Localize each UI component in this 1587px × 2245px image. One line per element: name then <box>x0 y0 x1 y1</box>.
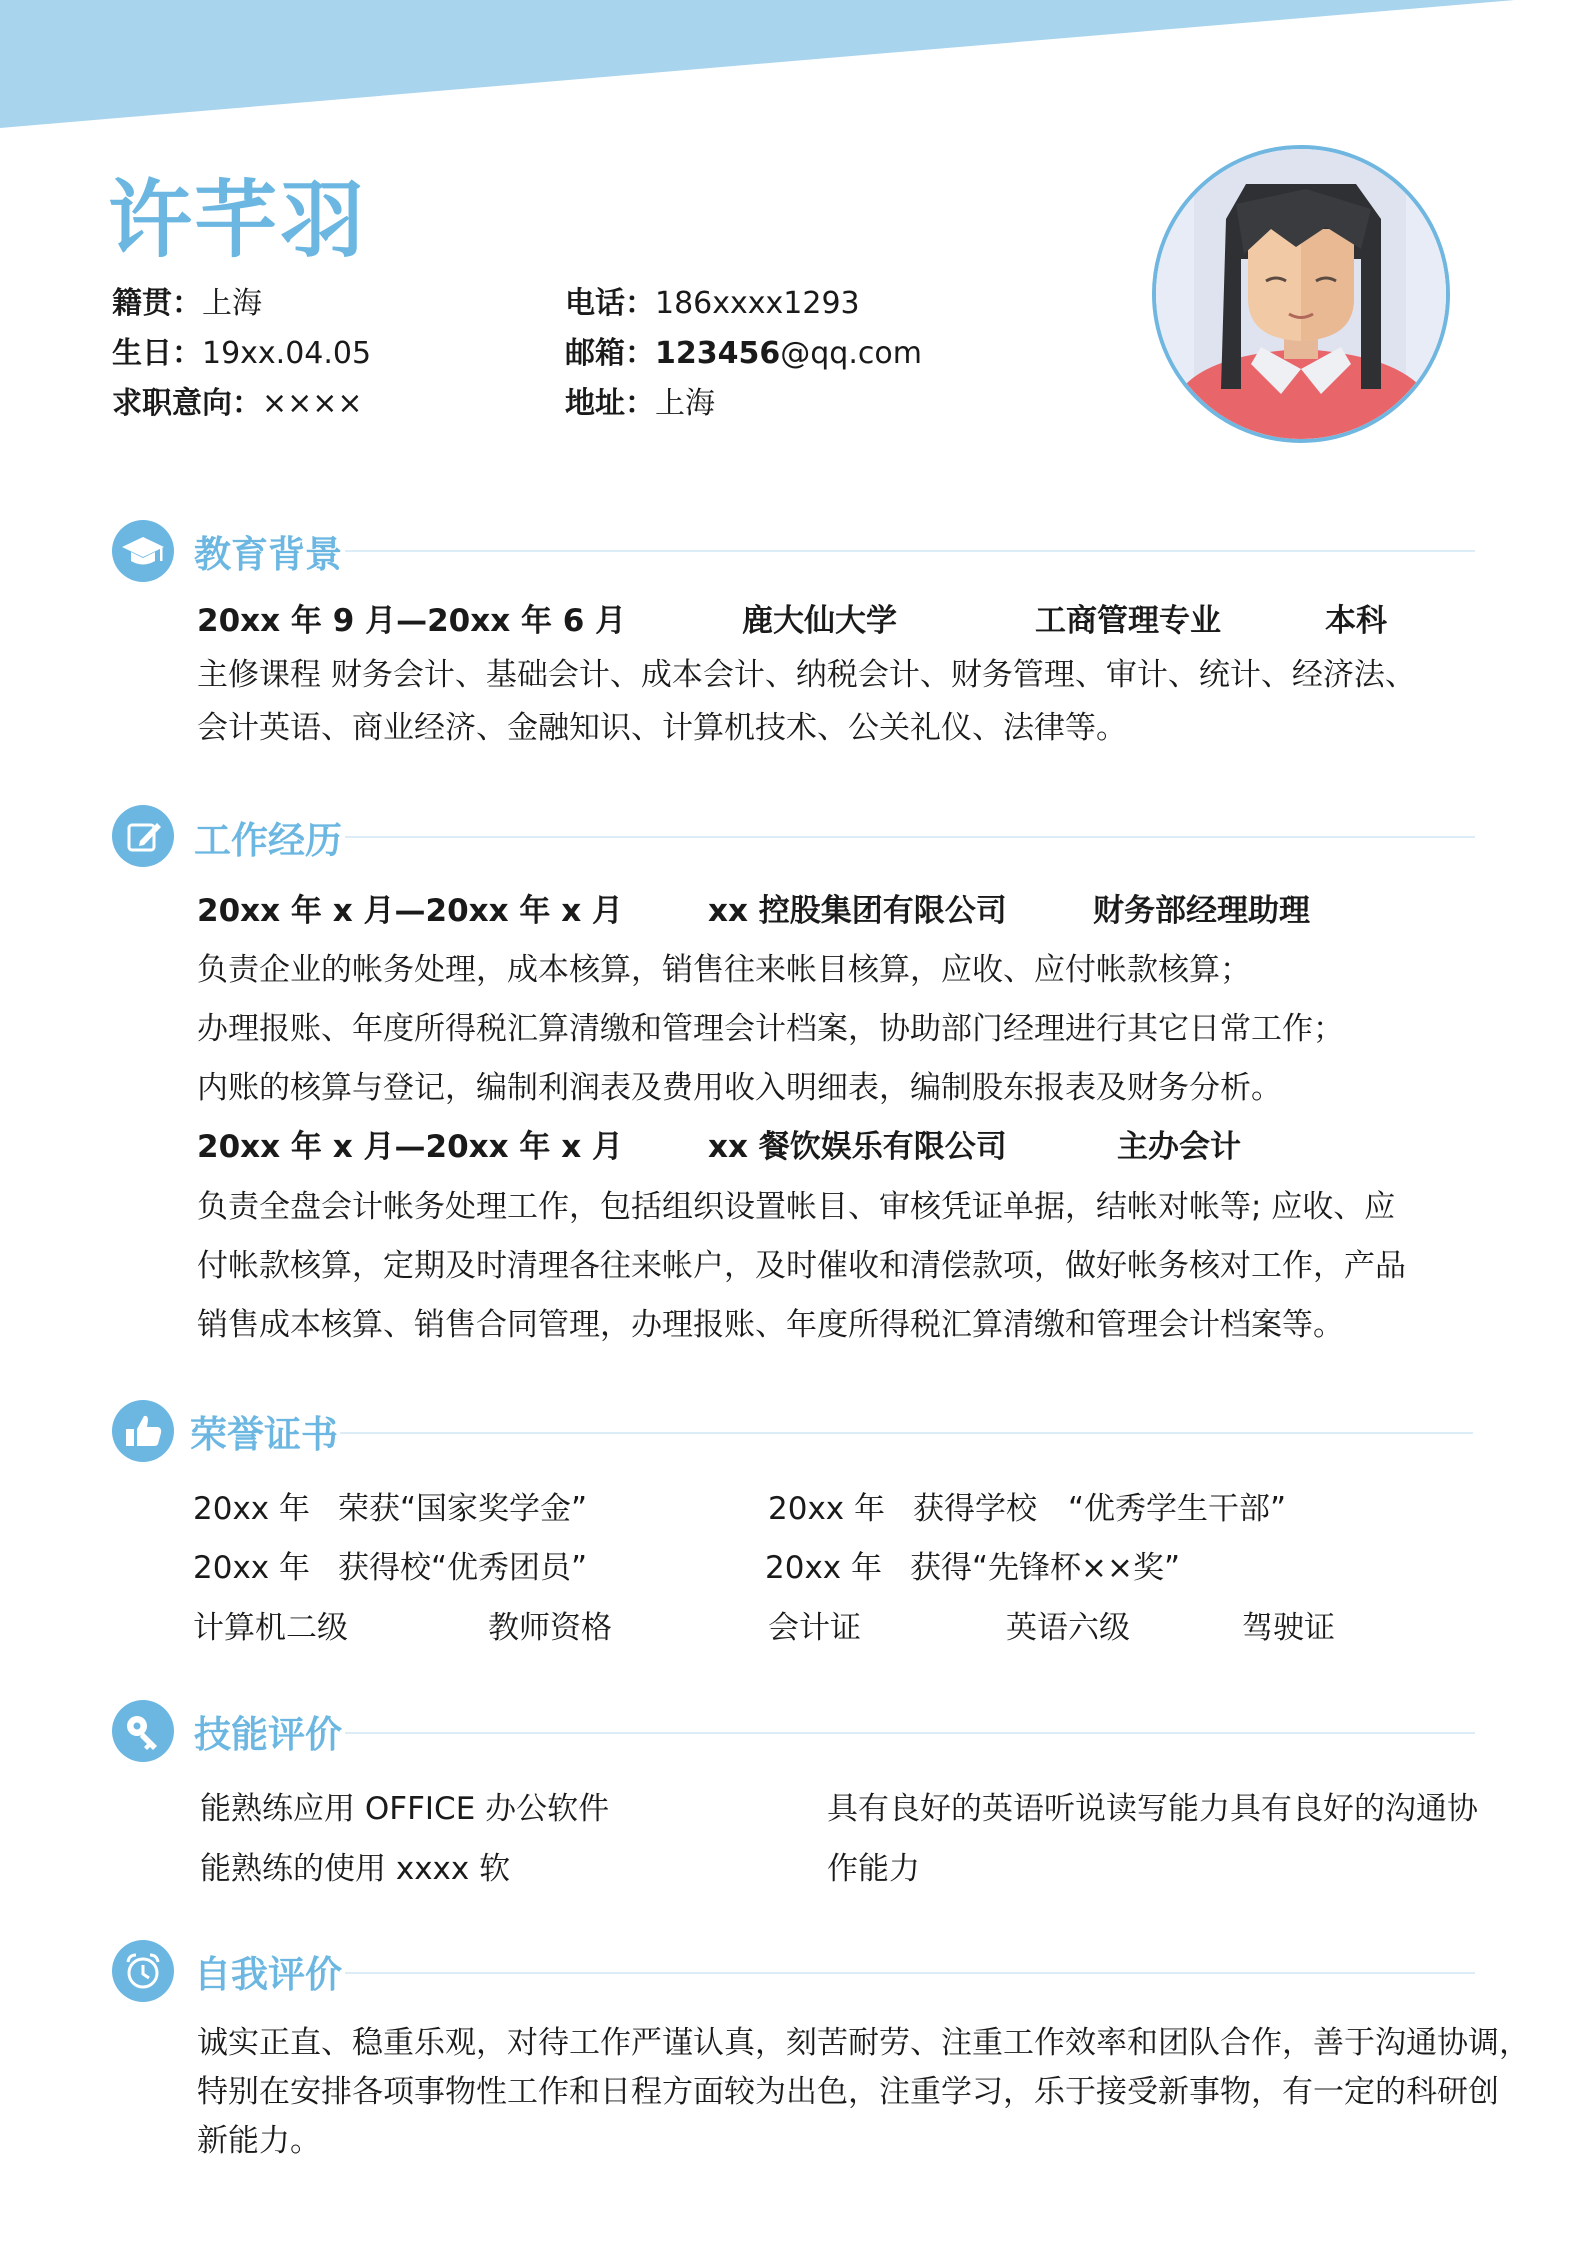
skill-left-2: 能熟练的使用 xxxx 软 <box>200 1851 511 1887</box>
info-phone-value: 186xxxx1293 <box>655 286 860 321</box>
skill-left-1: 能熟练应用 OFFICE 办公软件 <box>200 1791 610 1827</box>
info-phone-label: 电话： <box>565 286 655 321</box>
job-2-role: 主办会计 <box>1117 1129 1241 1165</box>
award-1-text: 荣获“国家奖学金” <box>338 1491 588 1527</box>
cert-3: 会计证 <box>768 1610 861 1646</box>
job-2-line-2: 付帐款核算，定期及时清理各往来帐户，及时催收和清偿款项，做好帐务核对工作，产品 <box>197 1248 1406 1284</box>
cert-2: 教师资格 <box>488 1610 612 1646</box>
cert-5: 驾驶证 <box>1242 1610 1335 1646</box>
candidate-name: 许芊羽 <box>108 171 367 269</box>
section-divider <box>345 550 1475 552</box>
alarm-clock-icon <box>112 1940 174 2002</box>
info-origin-label: 籍贯： <box>112 286 202 321</box>
job-2-line-3: 销售成本核算、销售合同管理，办理报账、年度所得税汇算清缴和管理会计档案等。 <box>197 1307 1344 1343</box>
top-banner <box>0 0 1587 130</box>
info-address <box>565 386 715 422</box>
job-2-company: xx 餐饮娱乐有限公司 <box>708 1129 1007 1165</box>
key-icon <box>112 1700 174 1762</box>
self-line-1: 诚实正直、稳重乐观，对待工作严谨认真，刻苦耐劳、注重工作效率和团队合作，善于沟通协调， <box>197 2025 1530 2061</box>
job-1-role: 财务部经理助理 <box>1093 893 1310 929</box>
info-email-domain: @qq.com <box>780 336 922 371</box>
info-address-label: 地址： <box>565 386 655 421</box>
job-1-period: 20xx 年 x 月—20xx 年 x 月 <box>197 893 624 929</box>
education-major: 工商管理专业 <box>1035 603 1221 639</box>
cert-4: 英语六级 <box>1006 1610 1130 1646</box>
info-email <box>565 336 922 372</box>
award-4-year: 20xx 年 <box>765 1550 882 1586</box>
section-title-self: 自我评价 <box>194 1953 342 1996</box>
info-intention-label: 求职意向： <box>112 386 262 421</box>
skill-right-1: 具有良好的英语听说读写能力具有良好的沟通协 <box>827 1791 1478 1827</box>
education-period: 20xx 年 9 月—20xx 年 6 月 <box>197 603 627 639</box>
education-courses-line-1: 主修课程 财务会计、基础会计、成本会计、纳税会计、财务管理、审计、统计、经济法、 <box>197 657 1416 693</box>
avatar-illustration <box>1156 149 1446 439</box>
job-1-line-3: 内账的核算与登记，编制利润表及费用收入明细表，编制股东报表及财务分析。 <box>197 1070 1282 1106</box>
job-2-period: 20xx 年 x 月—20xx 年 x 月 <box>197 1129 624 1165</box>
job-1-line-2: 办理报账、年度所得税汇算清缴和管理会计档案，协助部门经理进行其它日常工作； <box>197 1011 1344 1047</box>
section-title-work: 工作经历 <box>194 819 342 862</box>
info-email-label: 邮箱： <box>565 336 655 371</box>
section-title-skills: 技能评价 <box>194 1713 342 1756</box>
edit-icon <box>112 805 174 867</box>
self-line-2: 特别在安排各项事物性工作和日程方面较为出色，注重学习，乐于接受新事物，有一定的科研创 <box>197 2074 1499 2110</box>
info-address-value: 上海 <box>655 386 715 421</box>
award-3-text: 获得校“优秀团员” <box>338 1550 588 1586</box>
section-divider <box>345 1732 1475 1734</box>
section-title-honors: 荣誉证书 <box>190 1413 338 1456</box>
award-3-year: 20xx 年 <box>193 1550 310 1586</box>
info-email-user: 123456 <box>655 336 781 371</box>
cert-1: 计算机二级 <box>193 1610 348 1646</box>
info-birthday-label: 生日： <box>112 336 202 371</box>
job-2-line-1: 负责全盘会计帐务处理工作，包括组织设置帐目、审核凭证单据，结帐对帐等; 应收、应 <box>197 1189 1396 1225</box>
info-birthday-value: 19xx.04.05 <box>202 336 372 371</box>
info-intention <box>112 386 363 422</box>
info-origin <box>112 286 262 322</box>
graduation-cap-icon <box>112 520 174 582</box>
section-divider <box>345 1972 1475 1974</box>
section-divider <box>345 836 1475 838</box>
education-school: 鹿大仙大学 <box>742 603 897 639</box>
info-origin-value: 上海 <box>202 286 262 321</box>
section-divider <box>340 1432 1473 1434</box>
thumbs-up-icon <box>112 1400 174 1462</box>
info-phone <box>565 286 860 322</box>
education-courses-line-2: 会计英语、商业经济、金融知识、计算机技术、公关礼仪、法律等。 <box>197 710 1127 746</box>
award-4-text: 获得“先锋杯××奖” <box>910 1550 1181 1586</box>
award-2-year: 20xx 年 <box>768 1491 885 1527</box>
skill-right-2: 作能力 <box>827 1851 920 1887</box>
education-degree: 本科 <box>1325 603 1387 639</box>
award-2-text: 获得学校 “优秀学生干部” <box>913 1491 1287 1527</box>
job-1-company: xx 控股集团有限公司 <box>708 893 1007 929</box>
job-1-line-1: 负责企业的帐务处理，成本核算，销售往来帐目核算，应收、应付帐款核算； <box>197 952 1251 988</box>
section-title-education: 教育背景 <box>194 533 342 576</box>
info-birthday <box>112 336 371 372</box>
avatar <box>1152 145 1450 443</box>
award-1-year: 20xx 年 <box>193 1491 310 1527</box>
info-intention-value: ×××× <box>262 386 363 421</box>
self-line-3: 新能力。 <box>197 2123 321 2159</box>
